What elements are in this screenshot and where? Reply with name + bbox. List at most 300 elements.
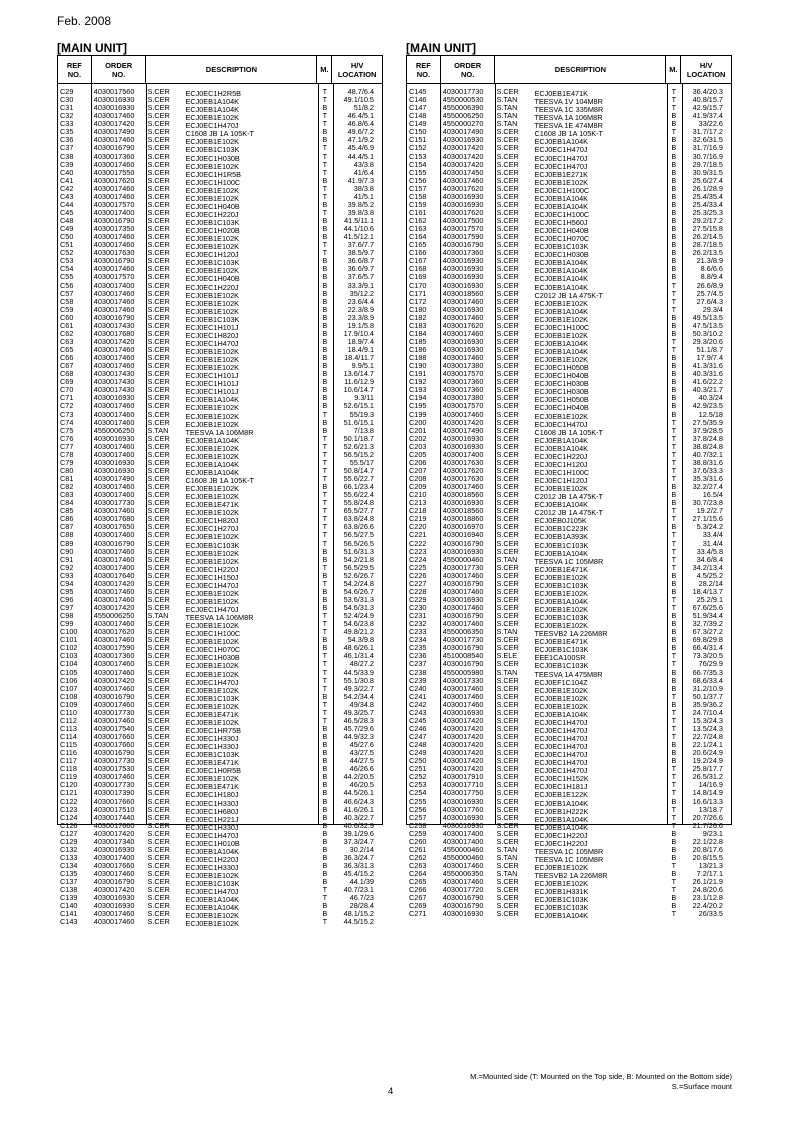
mounted-side: B (671, 402, 677, 411)
part-type: S.CER (147, 918, 170, 927)
description (146, 314, 317, 322)
part-name: ECJ0EB1E102K (185, 588, 239, 596)
hv-location: 10.6/14.7 (343, 386, 374, 395)
part-type: S.CER (147, 587, 170, 596)
part-type: S.CER (496, 547, 519, 556)
mounted-side: B (322, 821, 328, 830)
description (146, 862, 317, 870)
mounted-side: B (322, 870, 328, 879)
header-hv: H/V LOCATION (686, 60, 726, 79)
mounted-side: B (322, 337, 328, 346)
ref-no: C151 (409, 136, 427, 145)
part-type: S.CER (496, 902, 519, 911)
ref-no: C246 (409, 724, 427, 733)
mounted-side: B (322, 313, 328, 322)
ref-no: C210 (409, 491, 427, 500)
table-row (58, 491, 382, 499)
hv-location: 14/16.9 (698, 781, 723, 790)
order-no: 4030017680 (93, 329, 135, 338)
part-type: S.CER (147, 628, 170, 637)
description (146, 338, 317, 346)
part-name: ECJ0EC1H070C (185, 645, 241, 653)
mounted-side: T (671, 555, 677, 564)
description (495, 88, 666, 96)
table-row (58, 499, 382, 507)
part-type: S.CER (147, 208, 170, 217)
mounted-side: T (671, 563, 677, 572)
hv-location: 24.8/20.6 (692, 886, 723, 895)
description (146, 830, 317, 838)
mounted-side: T (322, 249, 328, 258)
ref-no: C241 (409, 692, 427, 701)
mounted-side: B (671, 208, 677, 217)
hv-location: 41.5/12.1 (343, 233, 374, 242)
part-name: ECJ0EB1C223K (534, 524, 589, 532)
hv-location: 26/33.5 (698, 910, 723, 919)
order-no: 4030017490 (93, 128, 135, 137)
mounted-side: T (322, 434, 328, 443)
description (146, 306, 317, 314)
order-no: 4030017490 (442, 426, 484, 435)
hv-location: 51.9/34.4 (692, 612, 723, 621)
description (146, 144, 317, 152)
order-no: 4030017640 (93, 571, 135, 580)
part-name: ECJ0EB1E102K (185, 621, 239, 629)
part-type: S.CER (147, 160, 170, 169)
description (146, 556, 317, 564)
table-row (58, 660, 382, 668)
ref-no: C71 (60, 394, 74, 403)
table-row (58, 548, 382, 556)
description (146, 918, 317, 926)
hv-location: 38.5/9.7 (347, 249, 374, 258)
ref-no: C98 (60, 612, 74, 621)
description (146, 411, 317, 419)
mounted-side: B (671, 362, 677, 371)
part-name: ECJ0EC1H820J (185, 330, 239, 338)
order-no: 4030016930 (442, 136, 484, 145)
order-no: 4030016930 (442, 305, 484, 314)
part-name: ECJ0EC1H330J (185, 798, 239, 806)
ref-no: C59 (60, 305, 74, 314)
hv-location: 31.2/10.9 (692, 684, 723, 693)
part-name: ECJ0EB1C103K (185, 750, 240, 758)
ref-no: C194 (409, 394, 427, 403)
hv-location: 39.1/29.6 (343, 829, 374, 838)
order-no: 4030017420 (93, 579, 135, 588)
part-name: ECJ0EC1H470J (534, 726, 588, 733)
description (495, 709, 666, 717)
mounted-side: T (671, 337, 677, 346)
part-type: S.CER (496, 837, 519, 846)
description (146, 620, 317, 628)
header-desc: DESCRIPTION (146, 56, 317, 83)
table-row (58, 798, 382, 806)
ref-no: C203 (409, 442, 427, 451)
hv-location: 30.9/31.5 (692, 168, 723, 177)
part-name: ECJ0EB1E102K (185, 161, 239, 169)
description (146, 515, 317, 523)
mounted-side: T (671, 805, 677, 814)
table-row (58, 394, 382, 402)
order-no: 4030017460 (93, 636, 135, 645)
mounted-side: B (322, 636, 328, 645)
description (495, 144, 666, 152)
part-name: C1608 JB 1A 105K-T (185, 476, 255, 484)
mounted-side: T (322, 241, 328, 250)
hv-location: 63.8/24.8 (343, 515, 374, 524)
ref-no: C84 (60, 499, 74, 508)
table-row (407, 282, 731, 290)
part-name: ECJ0EF1C104Z (534, 677, 588, 685)
mounted-side: T (322, 918, 328, 927)
ref-no: C70 (60, 386, 74, 395)
order-no: 4030017460 (442, 878, 484, 887)
ref-no: C121 (60, 789, 78, 798)
hv-location: 33.3/9.1 (347, 281, 374, 290)
description (495, 886, 666, 894)
order-no: 4030016930 (442, 192, 484, 201)
part-type: S.CER (147, 418, 170, 427)
order-no: 4030017730 (93, 499, 135, 508)
part-name: ECJ0EC1H470J (185, 339, 239, 346)
table-row (407, 153, 731, 161)
part-type: S.CER (147, 555, 170, 564)
part-type: S.CER (147, 225, 170, 234)
part-name: ECJ0EB1E102K (185, 911, 239, 919)
order-no: 4030017570 (93, 200, 135, 209)
table-row (407, 652, 731, 660)
part-type: S.CER (147, 571, 170, 580)
order-no: 4030018560 (442, 507, 484, 516)
description (495, 338, 666, 346)
part-type: S.CER (496, 458, 519, 467)
table-row (58, 386, 382, 394)
part-name: ECJ0EB1C103K (185, 258, 240, 266)
part-type: S.CER (496, 781, 519, 790)
part-name: ECJ0EC1H040B (185, 201, 240, 209)
ref-no: C243 (409, 708, 427, 717)
part-type: S.CER (147, 168, 170, 177)
mounted-side: T (671, 128, 677, 137)
ref-no: C116 (60, 749, 77, 758)
order-no: 4030017590 (442, 233, 484, 242)
table-row (58, 104, 382, 112)
order-no: 4030017460 (93, 660, 135, 669)
mounted-side: B (322, 346, 328, 354)
part-type: S.CER (496, 475, 519, 483)
description (146, 354, 317, 362)
order-no: 4030016790 (93, 144, 135, 153)
mounted-side: B (671, 241, 677, 250)
ref-no: C141 (60, 910, 78, 919)
table-row (407, 193, 731, 201)
part-name: ECJ0EB1E102K (185, 597, 239, 604)
table-row (58, 507, 382, 515)
table-body (58, 88, 382, 927)
part-name: ECJ0EC1H070C (534, 234, 590, 242)
part-type: S.CER (496, 531, 519, 540)
ref-no: C159 (409, 200, 427, 209)
table-row (407, 556, 731, 564)
mounted-side-footnote: M.=Mounted side (T: Mounted on the Top side, B: Mounted on the Bottom side) (470, 1072, 732, 1081)
ref-no: C166 (409, 249, 427, 258)
mounted-side: B (671, 200, 677, 209)
ref-no: C245 (409, 716, 427, 725)
part-name: ECJ0EC1H181J (534, 782, 588, 790)
part-name: ECJ0EB1C103K (534, 645, 589, 653)
table-row (407, 580, 731, 588)
part-type: S.CER (496, 128, 519, 137)
part-name: ECJ0EC1H470J (185, 677, 239, 685)
mounted-side: T (671, 821, 677, 830)
description (495, 757, 666, 765)
order-no: 4030017460 (93, 910, 135, 919)
ref-no: C218 (409, 507, 427, 516)
ref-no: C259 (409, 829, 427, 838)
table-row (407, 596, 731, 604)
order-no: 4030017460 (442, 571, 484, 580)
order-no: 4030017460 (442, 329, 484, 338)
mounted-side: T (322, 410, 328, 419)
part-name: TEESVA 1V 104M8R (534, 97, 603, 105)
part-type: S.CER (147, 257, 170, 266)
description (146, 386, 317, 394)
description (146, 580, 317, 588)
part-name: ECJ0EC1H101J (185, 387, 239, 395)
hv-location: 46/20.5 (349, 781, 374, 790)
hv-location: 48.6/26.1 (343, 644, 374, 653)
description (495, 265, 666, 273)
part-name: ECJ0EC1H470J (534, 742, 588, 750)
hv-location: 41.9/37.4 (692, 112, 723, 121)
mounted-side: B (671, 136, 677, 145)
part-name: ECJ0EB1E102K (185, 637, 239, 645)
mounted-side: T (322, 700, 328, 709)
description (146, 104, 317, 112)
order-no: 4030017660 (93, 741, 135, 750)
description (146, 322, 317, 330)
ref-no: C236 (409, 652, 427, 661)
part-type: S.CER (147, 442, 170, 451)
ref-no: C182 (409, 313, 427, 322)
mounted-side: B (671, 192, 677, 201)
ref-no: C56 (60, 281, 74, 290)
hv-location: 51/8.2 (353, 104, 374, 113)
part-type: S.CER (147, 853, 170, 862)
order-no: 4030017460 (442, 410, 484, 419)
part-name: ECJ0EB1C103K (534, 895, 589, 903)
table-row (58, 588, 382, 596)
ref-no: C263 (409, 862, 427, 870)
order-no: 4550006250 (93, 426, 135, 435)
description (146, 717, 317, 725)
ref-no: C52 (60, 249, 74, 258)
table-row (58, 419, 382, 427)
mounted-side: T (322, 112, 328, 121)
table-row (407, 701, 731, 709)
part-name: C1608 JB 1A 105K-T (534, 427, 604, 435)
ref-no: C234 (409, 636, 427, 645)
hv-location: 21.3/8.9 (696, 257, 723, 266)
ref-no: C170 (409, 281, 427, 290)
order-no: 4030017460 (93, 265, 135, 274)
hv-location: 13.5/24.3 (692, 724, 723, 733)
table-row (407, 443, 731, 451)
mounted-side: T (322, 531, 328, 540)
part-name: ECJ0EB1E122K (534, 790, 588, 798)
part-type: S.CER (147, 200, 170, 209)
header-m: M. (317, 56, 332, 83)
ref-no: C48 (60, 217, 74, 225)
hv-location: 50.3/10.2 (692, 329, 723, 338)
part-type: S.CER (147, 886, 170, 895)
hv-location: 53.6/31.3 (343, 595, 374, 604)
part-name: ECJ0EB1E102K (185, 548, 239, 556)
part-name: ECJ0EB1E102K (185, 193, 239, 201)
mounted-side: B (671, 853, 677, 862)
description (495, 427, 666, 435)
part-type: S.CER (496, 434, 519, 443)
order-no: 4030016930 (93, 104, 135, 113)
part-type: S.CER (147, 362, 170, 371)
part-name: ECJ0EB1E471K (185, 758, 239, 766)
description (495, 515, 666, 523)
mounted-side: B (322, 329, 328, 338)
part-name: ECJ0EC1H220J (534, 830, 588, 838)
part-type: S.CER (147, 305, 170, 314)
hv-location: 37.8/24.8 (692, 434, 723, 443)
hv-location: 26.1/21.9 (692, 878, 723, 887)
ref-no: C188 (409, 354, 427, 363)
ref-no: C168 (409, 265, 427, 274)
ref-no: C240 (409, 684, 427, 693)
hv-location: 46.4/5.1 (347, 112, 374, 121)
mounted-side: B (322, 354, 328, 363)
description (146, 910, 317, 918)
hv-location: 44/27.5 (349, 757, 374, 766)
mounted-side: T (322, 184, 328, 193)
description (495, 128, 666, 136)
description (146, 427, 317, 435)
mounted-side: B (671, 676, 677, 685)
part-type: S.CER (496, 313, 519, 322)
order-no: 4030017460 (93, 402, 135, 411)
mounted-side: B (322, 805, 328, 814)
mounted-side: B (671, 845, 677, 854)
description (146, 612, 317, 620)
part-name: ECJ0EB1E471K (534, 89, 588, 97)
order-no: 4030016930 (442, 595, 484, 604)
mounted-side: B (322, 217, 328, 225)
part-type: S.CER (496, 418, 519, 427)
table-row (58, 652, 382, 660)
description (495, 910, 666, 918)
ref-no: C261 (409, 845, 427, 854)
mounted-side: B (671, 120, 677, 129)
description (495, 604, 666, 612)
hv-location: 22.1/24.1 (692, 741, 723, 750)
part-name: ECJ0EB1A104K (534, 500, 588, 508)
table-row (407, 781, 731, 789)
part-name: ECJ0EC1H470J (185, 121, 239, 129)
ref-no: C95 (60, 587, 74, 596)
order-no: 4030017330 (442, 676, 484, 685)
hv-location: 26.2/14.5 (692, 233, 723, 242)
part-type: S.CER (147, 192, 170, 201)
mounted-side: B (671, 168, 677, 177)
part-type: S.CER (496, 724, 519, 733)
hv-location: 52.4/24.9 (343, 612, 374, 621)
description (495, 419, 666, 427)
part-name: ECJ0EC1H220J (185, 210, 239, 217)
hv-location: 66.1/23.4 (343, 483, 374, 492)
mounted-side: T (671, 531, 677, 540)
ref-no: C62 (60, 329, 74, 338)
ref-no: C156 (409, 176, 427, 185)
part-name: EEE1CA100SR (534, 653, 586, 661)
mounted-side: B (671, 483, 677, 492)
hv-location: 46.5/28.3 (343, 716, 374, 725)
part-name: ECJ0EB1E102K (534, 572, 588, 580)
mounted-side: B (671, 700, 677, 709)
part-type: S.CER (496, 660, 519, 669)
ref-no: C255 (409, 797, 427, 806)
ref-no: C74 (60, 418, 74, 427)
hv-location: 14.8/14.9 (692, 789, 723, 798)
order-no: 4030017620 (93, 628, 135, 637)
description (495, 620, 666, 628)
mounted-side: T (671, 789, 677, 798)
description (146, 241, 317, 249)
order-no: 4030017360 (93, 652, 135, 661)
ref-no: C192 (409, 378, 427, 387)
part-name: ECJ0EB1E102K (534, 685, 588, 693)
part-type: S.CER (147, 410, 170, 419)
hv-location: 19.2/2.7 (696, 507, 723, 516)
part-type: S.CER (147, 434, 170, 443)
part-type: S.CER (147, 724, 170, 733)
part-type: S.CER (496, 692, 519, 701)
order-no: 4030017550 (93, 168, 135, 177)
description (495, 846, 666, 854)
order-no: 4030017460 (93, 410, 135, 419)
ref-no: C42 (60, 184, 74, 193)
mounted-side: B (671, 410, 677, 419)
table-row (58, 910, 382, 918)
description (146, 725, 317, 733)
table-row (407, 725, 731, 733)
part-type: S.CER (496, 233, 519, 242)
table-header (58, 56, 382, 84)
part-name: C1608 JB 1A 105K-T (534, 129, 604, 137)
ref-no: C63 (60, 337, 74, 346)
description (146, 217, 317, 225)
hv-location: 29.3/20.6 (692, 337, 723, 346)
description (146, 644, 317, 652)
hv-location: 23.6/4.4 (347, 297, 374, 306)
hv-location: 40.3/22.7 (343, 813, 374, 822)
order-no: 4550000530 (442, 96, 484, 105)
description (146, 531, 317, 539)
table-row (58, 298, 382, 306)
part-type: S.CER (496, 217, 519, 225)
part-name: ECJ0EB1E102K (185, 298, 239, 306)
hv-location: 27.5/15.8 (692, 225, 723, 234)
order-no: 4030017430 (93, 386, 135, 395)
order-no: 4030017750 (442, 789, 484, 798)
ref-no: C139 (60, 894, 78, 903)
